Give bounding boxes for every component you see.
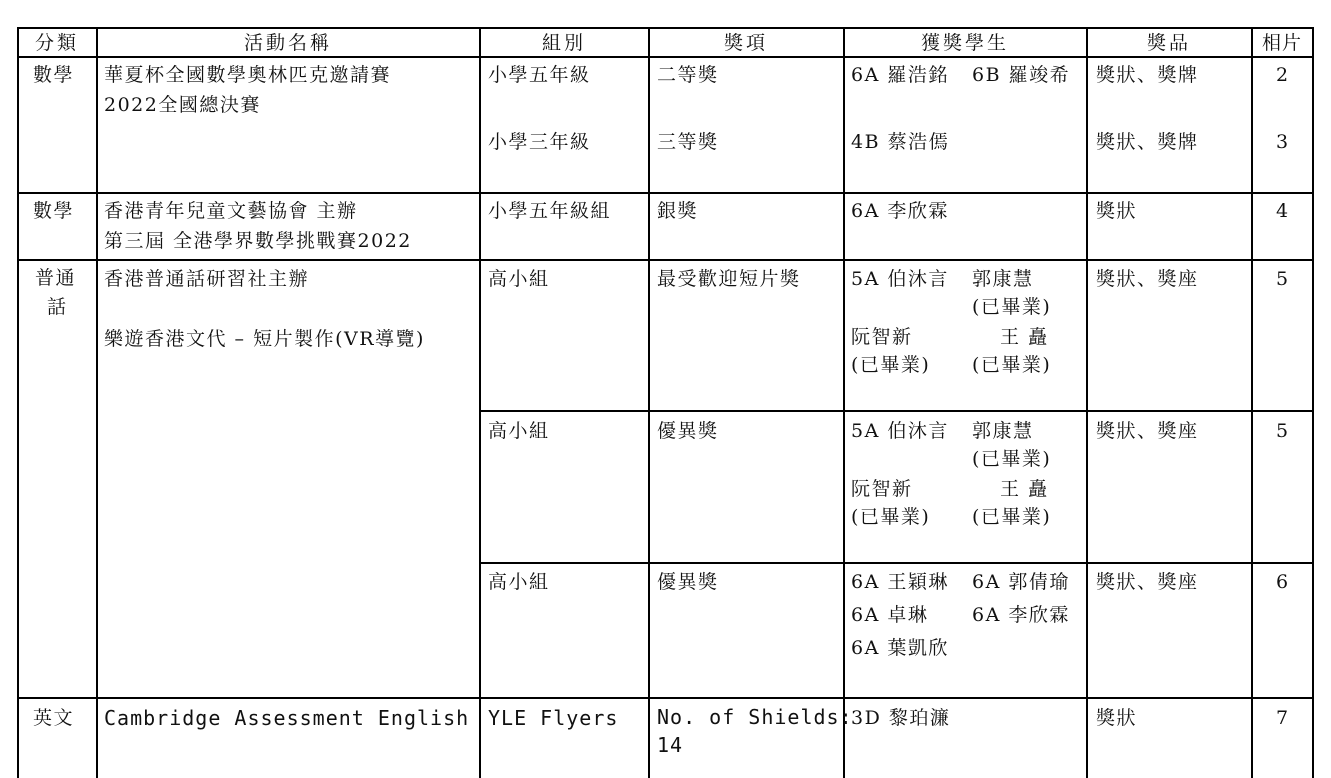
row3a-student-2-note: (已畢業) [972,296,1052,318]
row3c-student-4: 6A 李欣霖 [972,604,1070,626]
row4-photo: 7 [1275,707,1289,729]
row3b-student-3-note: (已畢業) [851,506,931,528]
row1b-group: 小學三年級 [488,131,591,153]
row3a-prize: 獎狀、獎座 [1096,268,1199,290]
col-border-3 [648,28,650,778]
header-photo: 相片 [1261,32,1302,54]
row4-group: YLE Flyers [488,706,619,730]
row3c-prize: 獎狀、獎座 [1096,571,1199,593]
row3a-award: 最受歡迎短片獎 [657,268,801,290]
row1-bottom-border [17,192,1314,194]
row2-activity-line2: 第三屆 全港學界數學挑戰賽2022 [104,230,412,252]
row1-activity-line1: 華夏杯全國數學奧林匹克邀請賽 [104,64,392,86]
row3a-student-4: 王 矗 [1000,326,1049,348]
row2-student-1: 6A 李欣霖 [851,200,949,222]
header-prize: 獎品 [1146,32,1191,54]
row3c-student-3: 6A 卓琳 [851,604,929,626]
row3b-bottom-border [480,562,1314,564]
row1b-student-1: 4B 蔡浩傿 [851,131,950,153]
row1-activity [104,60,391,120]
row3-category [35,264,76,322]
row3a-photo: 5 [1275,268,1289,290]
row3b-award: 優異獎 [657,420,719,442]
row4-award-line2: 14 [657,733,684,757]
row1b-award: 三等獎 [657,131,719,153]
row1a-group: 小學五年級 [488,64,591,86]
col-border-1 [96,28,98,778]
row3a-student-4-note: (已畢業) [972,354,1052,376]
row3a-bottom-border [480,410,1314,412]
row3b-student-3: 阮智新 [851,478,913,500]
row3b-student-2: 郭康慧 [972,420,1034,442]
row1-category: 數學 [33,64,75,86]
row2-group: 小學五年級組 [488,200,612,222]
row3a-group: 高小組 [488,268,550,290]
row3-bottom-border [17,697,1314,699]
header-category: 分類 [34,32,79,54]
row1a-award: 二等獎 [657,64,719,86]
row3c-group: 高小組 [488,571,550,593]
row4-award [657,703,853,759]
row3a-student-1: 5A 伯沐言 [851,268,949,290]
row2-bottom-border [17,259,1314,261]
row4-student-1: 3D 黎珀濂 [851,707,951,729]
row2-photo: 4 [1275,200,1289,222]
row1b-photo: 3 [1275,131,1289,153]
row1a-photo: 2 [1275,64,1289,86]
row3b-group: 高小組 [488,420,550,442]
row3a-student-2: 郭康慧 [972,268,1034,290]
row3b-student-2-note: (已畢業) [972,448,1052,470]
row3b-student-4: 王 矗 [1000,478,1049,500]
row3b-student-1: 5A 伯沐言 [851,420,949,442]
row1b-prize: 獎狀、獎牌 [1096,131,1199,153]
row3c-student-5: 6A 葉凱欣 [851,637,949,659]
row4-award-line1: No. of Shields: [657,705,853,729]
row3c-photo: 6 [1275,571,1289,593]
row3b-photo: 5 [1275,420,1289,442]
row3-category-line2: 話 [47,296,68,318]
row1a-prize: 獎狀、獎牌 [1096,64,1199,86]
row3-activity-line2: 樂遊香港文代 – 短片製作(VR導覽) [104,328,425,350]
row4-category: 英文 [33,707,75,729]
row1-activity-line2: 2022全國總決賽 [104,94,261,116]
row3c-award: 優異獎 [657,571,719,593]
col-border-4 [843,28,845,778]
row2-category: 數學 [33,200,75,222]
row2-activity [104,196,412,256]
row4-prize: 獎狀 [1096,707,1138,729]
row1a-student-2: 6B 羅竣希 [972,64,1071,86]
col-border-5 [1086,28,1088,778]
col-border-2 [479,28,481,778]
row3-activity-line1: 香港普通話研習社主辦 [104,268,310,290]
col-border-0 [17,28,19,778]
row2-award: 銀獎 [657,200,699,222]
row3b-prize: 獎狀、獎座 [1096,420,1199,442]
row2-activity-line1: 香港青年兒童文藝協會 主辦 [104,200,358,222]
row3-category-line1: 普通 [35,267,77,289]
header-activity: 活動名稱 [243,32,332,54]
row3a-student-3: 阮智新 [851,326,913,348]
row3a-student-3-note: (已畢業) [851,354,931,376]
row3c-student-2: 6A 郭倩瑜 [972,571,1070,593]
row2-prize: 獎狀 [1096,200,1138,222]
header-award: 獎項 [723,32,768,54]
header-students: 獲獎學生 [920,32,1009,54]
row3c-student-1: 6A 王穎琳 [851,571,949,593]
row1a-student-1: 6A 羅浩銘 [851,64,949,86]
row3b-student-4-note: (已畢業) [972,506,1052,528]
header-group: 組別 [541,32,586,54]
row4-activity: Cambridge Assessment English [104,706,470,730]
